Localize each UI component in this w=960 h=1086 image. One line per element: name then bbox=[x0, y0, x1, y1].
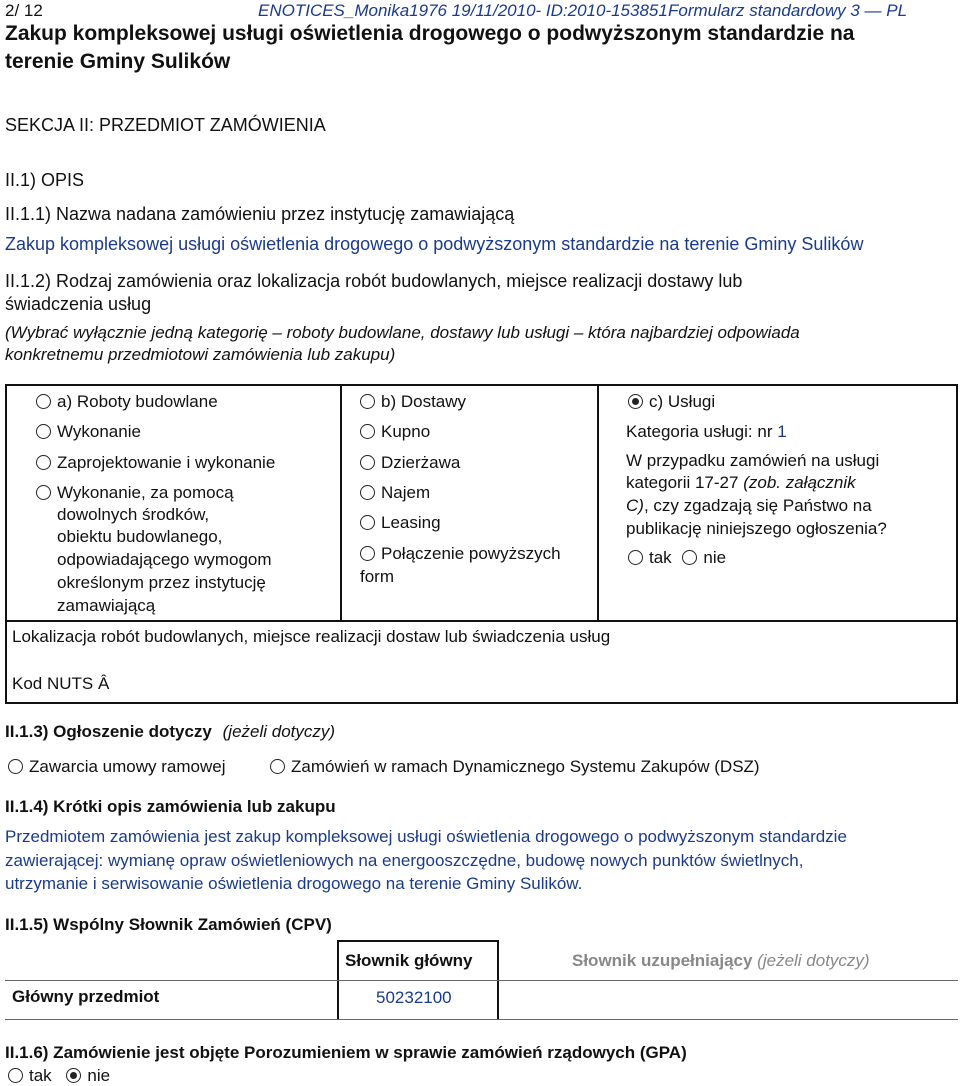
supplies-opt3-label: Najem bbox=[381, 483, 431, 502]
publication-consent bbox=[628, 548, 726, 568]
cpv-col-extra-note: (jeżeli dotyczy) bbox=[757, 951, 870, 970]
s116-label: II.1.6) Zamówienie jest objęte Porozumieniem w sprawie zamówień rządowych (GPA) bbox=[5, 1043, 687, 1062]
supplies-title-label: b) Dostawy bbox=[381, 392, 467, 411]
works-opt-wykonanie[interactable] bbox=[36, 422, 141, 442]
services-question-line1: W przypadku zamówień na usługi bbox=[626, 451, 880, 470]
radio-icon[interactable] bbox=[360, 546, 375, 561]
supplies-opt-najem[interactable] bbox=[360, 483, 430, 503]
document-title-line1: Zakup kompleksowej usługi oświetlenia drogowego o podwyższonym standardzie na bbox=[5, 22, 855, 45]
radio-yes[interactable] bbox=[628, 550, 643, 565]
cpv-main-code: 50232100 bbox=[376, 988, 452, 1007]
s113-label: II.1.3) Ogłoszenie dotyczy bbox=[5, 722, 212, 741]
section-opis: II.1) OPIS bbox=[5, 170, 85, 190]
gpa-no-radio[interactable] bbox=[66, 1068, 81, 1083]
divider-bc bbox=[597, 384, 599, 621]
cpv-mid-line bbox=[5, 980, 958, 981]
s112-label-line2: świadczenia usług bbox=[5, 294, 152, 314]
supplies-opt-combination[interactable] bbox=[360, 544, 561, 564]
s113-note: (jeżeli dotyczy) bbox=[222, 722, 336, 741]
radio-icon[interactable] bbox=[8, 759, 23, 774]
s112-note-line1: (Wybrać wyłącznie jedną kategorię – roboty budowlane, dostawy lub usługi – która najbardziej odpowiada bbox=[5, 323, 800, 342]
supplies-opt-dzierzawa[interactable] bbox=[360, 453, 460, 473]
s115-label: II.1.5) Wspólny Słownik Zamówień (CPV) bbox=[5, 915, 332, 934]
s113-opt2-label: Zamówień w ramach Dynamicznego Systemu Zakupów (DSZ) bbox=[291, 757, 760, 776]
s114-line3: utrzymanie i serwisowanie oświetlenia drogowego na terenie Gminy Sulików. bbox=[5, 874, 583, 893]
framework-agreement-option[interactable] bbox=[8, 757, 226, 777]
services-title[interactable] bbox=[628, 392, 715, 412]
nuts-code-label: Kod NUTS Â bbox=[12, 674, 110, 693]
works-opt3-line6: zamawiającą bbox=[57, 596, 156, 615]
services-question-line4: publikację niniejszego ogłoszenia? bbox=[626, 519, 887, 538]
service-category bbox=[626, 422, 787, 442]
q-line2a: kategorii 17-27 bbox=[626, 473, 739, 492]
q-line3b: , czy zgadzają się Państwo na bbox=[643, 496, 872, 515]
cpv-top-line bbox=[337, 940, 497, 942]
cpv-col-extra-label: Słownik uzupełniający bbox=[572, 951, 753, 970]
gpa-no-label: nie bbox=[87, 1066, 111, 1085]
section-heading: SEKCJA II: PRZEDMIOT ZAMÓWIENIA bbox=[5, 115, 326, 135]
radio-icon[interactable] bbox=[360, 455, 375, 470]
supplies-opt1-label: Kupno bbox=[381, 422, 431, 441]
works-opt1-label: Wykonanie bbox=[57, 422, 141, 441]
cpv-col-extra bbox=[572, 951, 870, 971]
works-opt2-label: Zaprojektowanie i wykonanie bbox=[57, 453, 276, 472]
radio-no[interactable] bbox=[682, 550, 697, 565]
supplies-opt-leasing[interactable] bbox=[360, 513, 441, 533]
q-line3a: C) bbox=[626, 496, 644, 515]
divider-location bbox=[5, 620, 958, 622]
cpv-bottom-line bbox=[5, 1019, 958, 1020]
supplies-opt5-line1: Połączenie powyższych bbox=[381, 544, 561, 563]
s113-opt1-label: Zawarcia umowy ramowej bbox=[29, 757, 226, 776]
s112-note-line2: konkretnemu przedmiotowi zamówienia lub zakupu) bbox=[5, 345, 396, 364]
services-radio[interactable] bbox=[628, 394, 643, 409]
gpa-yes-radio[interactable] bbox=[8, 1068, 23, 1083]
works-opt3-line3: obiektu budowlanego, bbox=[57, 527, 223, 546]
radio-icon[interactable] bbox=[36, 485, 51, 500]
works-opt-design-build[interactable] bbox=[36, 453, 275, 473]
dps-option[interactable] bbox=[270, 757, 760, 777]
s111-label: II.1.1) Nazwa nadana zamówieniu przez instytucję zamawiającą bbox=[5, 204, 515, 224]
cpv-row-label: Główny przedmiot bbox=[12, 987, 160, 1006]
consent-no-label: nie bbox=[703, 548, 727, 567]
works-opt3-line2: dowolnych środków, bbox=[57, 505, 210, 524]
consent-yes-label: tak bbox=[649, 548, 672, 567]
works-title[interactable] bbox=[36, 392, 218, 412]
location-label: Lokalizacja robót budowlanych, miejsce realizacji dostaw lub świadczenia usług bbox=[12, 627, 611, 646]
document-title-line2: terenie Gminy Sulików bbox=[5, 50, 231, 73]
supplies-opt5-line2: form bbox=[360, 567, 394, 586]
s114-label: II.1.4) Krótki opis zamówienia lub zakupu bbox=[5, 797, 336, 816]
radio-icon[interactable] bbox=[36, 424, 51, 439]
works-opt3-line5: określonym przez instytucję bbox=[57, 573, 266, 592]
cpv-col-main: Słownik główny bbox=[345, 951, 473, 970]
q-line2b: (zob. załącznik bbox=[743, 473, 856, 492]
works-opt3-line4: odpowiadającego wymogom bbox=[57, 550, 272, 569]
services-question-line3 bbox=[626, 496, 872, 516]
service-category-label: Kategoria usługi: nr bbox=[626, 422, 773, 441]
supplies-radio[interactable] bbox=[360, 394, 375, 409]
page-number: 2/ 12 bbox=[5, 1, 43, 20]
radio-icon[interactable] bbox=[360, 485, 375, 500]
s112-label-line1: II.1.2) Rodzaj zamówienia oraz lokalizacja robót budowlanych, miejsce realizacji dostawy lub bbox=[5, 271, 743, 291]
gpa-yes-label: tak bbox=[29, 1066, 52, 1085]
s113-heading bbox=[5, 722, 335, 742]
supplies-opt-kupno[interactable] bbox=[360, 422, 430, 442]
form-name: Formularz standardowy 3 — PL bbox=[668, 1, 908, 20]
works-opt3-line1: Wykonanie, za pomocą bbox=[57, 483, 234, 502]
radio-icon[interactable] bbox=[270, 759, 285, 774]
works-radio[interactable] bbox=[36, 394, 51, 409]
s114-line2: zawierającej: wymianę opraw oświetleniowych na energooszczędne, budowę nowych punktów świetlnych, bbox=[5, 851, 804, 870]
services-title-label: c) Usługi bbox=[649, 392, 716, 411]
supplies-opt4-label: Leasing bbox=[381, 513, 441, 532]
notice-id: ENOTICES_Monika1976 19/11/2010- ID:2010-153851 bbox=[258, 1, 668, 20]
s114-line1: Przedmiotem zamówienia jest zakup kompleksowej usługi oświetlenia drogowego o podwyższonym standardzie bbox=[5, 827, 847, 846]
radio-icon[interactable] bbox=[360, 515, 375, 530]
services-question-line2 bbox=[626, 473, 856, 493]
supplies-title[interactable] bbox=[360, 392, 466, 412]
service-category-value: 1 bbox=[777, 422, 787, 441]
radio-icon[interactable] bbox=[36, 455, 51, 470]
divider-ab bbox=[340, 384, 342, 621]
s111-value: Zakup kompleksowej usługi oświetlenia drogowego o podwyższonym standardzie na terenie Gminy Sulików bbox=[5, 234, 864, 254]
works-opt-any-means[interactable] bbox=[36, 483, 234, 503]
radio-icon[interactable] bbox=[360, 424, 375, 439]
gpa-options bbox=[8, 1066, 110, 1086]
supplies-opt2-label: Dzierżawa bbox=[381, 453, 461, 472]
works-title-label: a) Roboty budowlane bbox=[57, 392, 218, 411]
